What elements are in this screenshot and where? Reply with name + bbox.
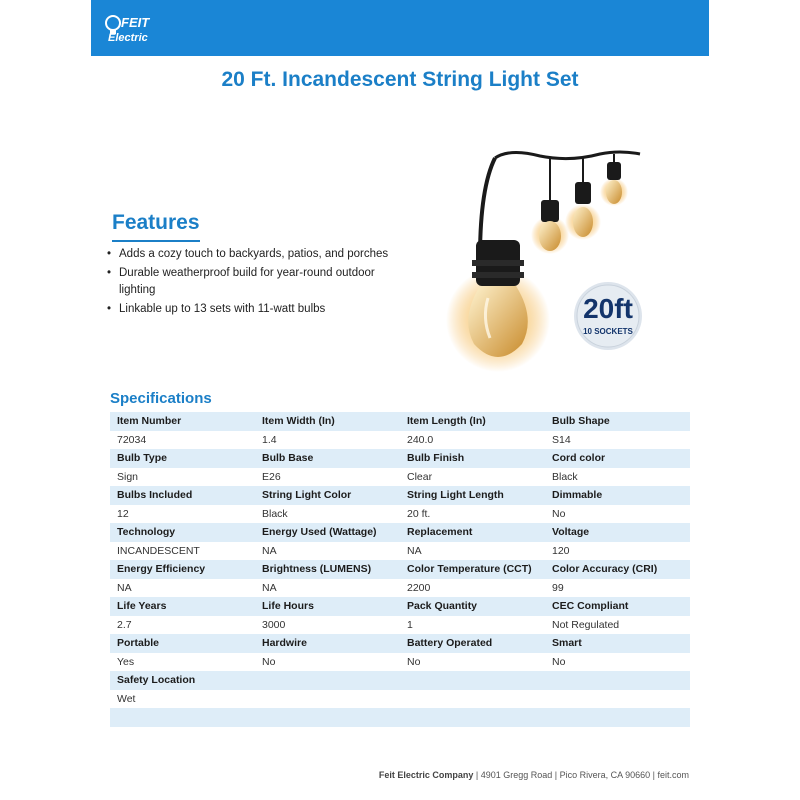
- spec-value-cell: Yes: [110, 653, 255, 672]
- large-bulb: [446, 240, 550, 372]
- spec-value-cell: Wet: [110, 690, 255, 709]
- spec-label-cell: Item Number: [110, 412, 255, 431]
- specifications-table: [110, 412, 690, 727]
- spec-label-cell: Life Hours: [255, 597, 400, 616]
- spec-label-cell: Pack Quantity: [400, 597, 545, 616]
- spec-label-cell: Technology: [110, 523, 255, 542]
- spec-value-cell: 99: [545, 579, 690, 598]
- spec-label-row: [110, 412, 690, 431]
- spec-value-cell: S14: [545, 431, 690, 450]
- spec-value-row: [110, 690, 690, 709]
- header-bar: [91, 0, 709, 56]
- spec-value-row: [110, 579, 690, 598]
- spec-label-cell: Battery Operated: [400, 634, 545, 653]
- spec-value-cell: [545, 690, 690, 709]
- spec-label-row: [110, 523, 690, 542]
- spec-value-cell: NA: [110, 579, 255, 598]
- spec-value-cell: 1: [400, 616, 545, 635]
- spec-value-cell: 12: [110, 505, 255, 524]
- feit-electric-logo: [104, 12, 176, 44]
- spec-empty-cell: [545, 708, 690, 727]
- features-list: [106, 246, 396, 320]
- spec-value-cell: NA: [255, 579, 400, 598]
- spec-value-cell: Sign: [110, 468, 255, 487]
- spec-value-row: [110, 542, 690, 561]
- spec-label-cell: Cord color: [545, 449, 690, 468]
- logo-text-feit: FEIT: [121, 15, 150, 30]
- footer-company: Feit Electric Company: [378, 770, 474, 780]
- spec-table-end-row: [110, 708, 690, 727]
- spec-value-cell: 2200: [400, 579, 545, 598]
- spec-value-cell: 240.0: [400, 431, 545, 450]
- spec-value-cell: 3000: [255, 616, 400, 635]
- footer: [0, 770, 689, 780]
- features-underline: [112, 240, 200, 242]
- feature-item: • Durable weatherproof build for year-round outdoor lighting: [106, 265, 396, 299]
- spec-label-cell: Bulb Base: [255, 449, 400, 468]
- feature-item: • Adds a cozy touch to backyards, patios, and porches: [106, 246, 396, 263]
- features-heading: Features: [112, 211, 200, 234]
- spec-label-cell: Item Width (In): [255, 412, 400, 431]
- spec-value-cell: No: [255, 653, 400, 672]
- spec-label-cell: Smart: [545, 634, 690, 653]
- spec-value-cell: NA: [400, 542, 545, 561]
- spec-value-cell: 2.7: [110, 616, 255, 635]
- spec-label-cell: Hardwire: [255, 634, 400, 653]
- footer-website[interactable]: feit.com: [657, 770, 689, 780]
- small-bulb: [531, 200, 569, 254]
- spec-label-cell: Bulbs Included: [110, 486, 255, 505]
- spec-value-cell: Clear: [400, 468, 545, 487]
- spec-value-cell: No: [400, 653, 545, 672]
- spec-label-cell: CEC Compliant: [545, 597, 690, 616]
- spec-value-cell: Black: [545, 468, 690, 487]
- spec-value-cell: 1.4: [255, 431, 400, 450]
- spec-value-cell: [255, 690, 400, 709]
- product-image-string-lights: [440, 148, 660, 373]
- spec-empty-cell: [255, 708, 400, 727]
- spec-value-row: [110, 505, 690, 524]
- spec-empty-cell: [110, 708, 255, 727]
- spec-label-cell: Replacement: [400, 523, 545, 542]
- spec-empty-cell: [400, 708, 545, 727]
- spec-label-cell: [545, 671, 690, 690]
- spec-label-cell: Bulb Shape: [545, 412, 690, 431]
- small-bulb: [600, 162, 628, 206]
- feature-item: • Linkable up to 13 sets with 11-watt bulbs: [106, 301, 396, 318]
- spec-value-cell: 20 ft.: [400, 505, 545, 524]
- spec-value-cell: 120: [545, 542, 690, 561]
- page-title: 20 Ft. Incandescent String Light Set: [221, 68, 579, 91]
- spec-value-cell: No: [545, 653, 690, 672]
- badge-sockets-text: 10 SOCKETS: [583, 327, 633, 336]
- spec-value-cell: NA: [255, 542, 400, 561]
- spec-value-cell[interactable]: 72034: [110, 431, 255, 450]
- spec-label-cell: Energy Used (Wattage): [255, 523, 400, 542]
- spec-label-cell: Item Length (In): [400, 412, 545, 431]
- spec-label-cell: [255, 671, 400, 690]
- spec-value-row: [110, 616, 690, 635]
- specifications-heading: Specifications: [110, 390, 212, 407]
- spec-value-cell: No: [545, 505, 690, 524]
- spec-label-row: [110, 486, 690, 505]
- spec-value-row: [110, 653, 690, 672]
- spec-label-cell: Dimmable: [545, 486, 690, 505]
- logo-text-electric: Electric: [108, 32, 148, 44]
- spec-value-cell: [400, 690, 545, 709]
- spec-label-cell: Color Accuracy (CRI): [545, 560, 690, 579]
- spec-value-row: [110, 431, 690, 450]
- spec-label-cell: Color Temperature (CCT): [400, 560, 545, 579]
- spec-value-cell: E26: [255, 468, 400, 487]
- spec-value-cell: Not Regulated: [545, 616, 690, 635]
- spec-label-cell: Energy Efficiency: [110, 560, 255, 579]
- spec-value-cell: INCANDESCENT: [110, 542, 255, 561]
- spec-label-cell: Bulb Finish: [400, 449, 545, 468]
- spec-value-row: [110, 468, 690, 487]
- spec-label-cell: Safety Location: [110, 671, 255, 690]
- spec-label-row: [110, 597, 690, 616]
- length-badge: [574, 282, 642, 350]
- spec-label-cell: Bulb Type: [110, 449, 255, 468]
- badge-length-text: 20ft: [583, 293, 633, 324]
- footer-address: | 4901 Gregg Road | Pico Rivera, CA 90660 |: [473, 770, 658, 780]
- spec-label-cell: Voltage: [545, 523, 690, 542]
- spec-label-cell: [400, 671, 545, 690]
- spec-label-cell: Brightness (LUMENS): [255, 560, 400, 579]
- spec-label-row: [110, 449, 690, 468]
- spec-label-row: [110, 671, 690, 690]
- spec-label-cell: Portable: [110, 634, 255, 653]
- spec-label-cell: String Light Color: [255, 486, 400, 505]
- small-bulb: [565, 182, 601, 240]
- spec-label-cell: Life Years: [110, 597, 255, 616]
- spec-value-cell: Black: [255, 505, 400, 524]
- spec-label-cell: String Light Length: [400, 486, 545, 505]
- spec-label-row: [110, 560, 690, 579]
- spec-label-row: [110, 634, 690, 653]
